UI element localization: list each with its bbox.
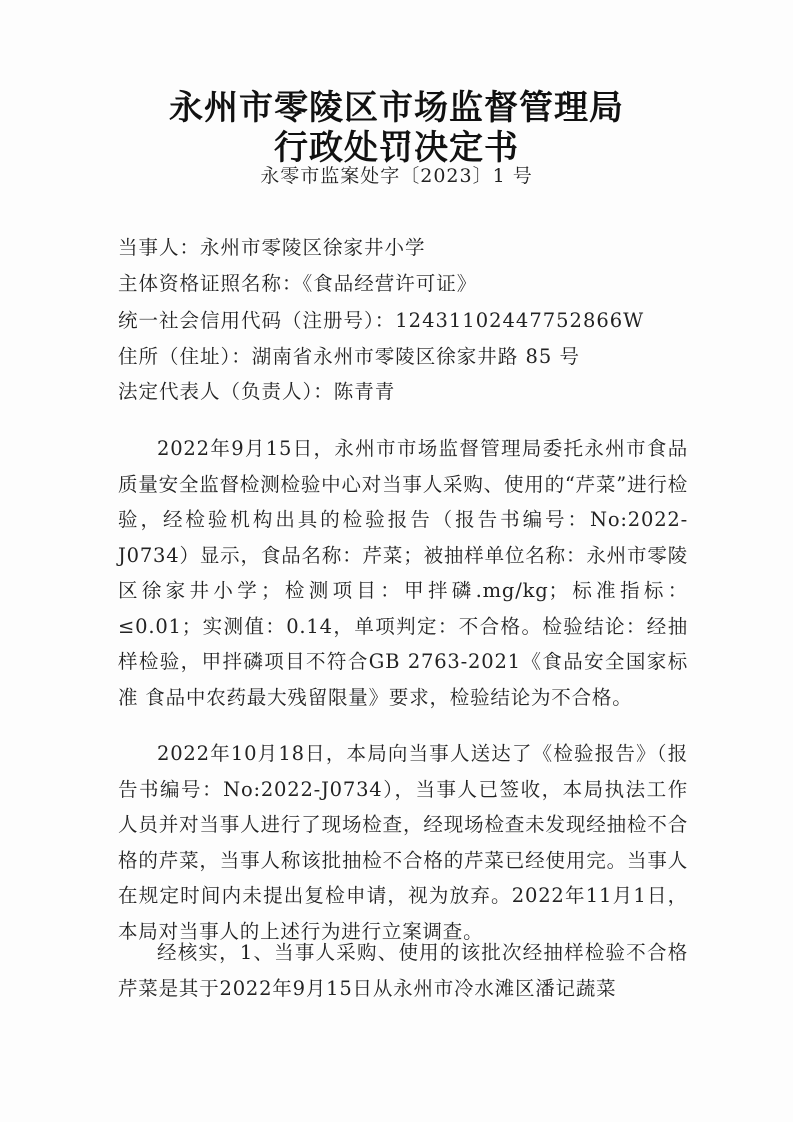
paragraph-inspection <box>118 431 688 715</box>
paragraph-verification <box>118 935 688 1006</box>
party-license-name: 主体资格证照名称：《食品经营许可证》 <box>118 272 478 295</box>
party-legal-representative: 法定代表人（负责人）：陈青青 <box>118 380 396 403</box>
paragraph-investigation-text: 2022年10月18日，本局向当事人送达了《检验报告》（报告书编号：No:2022-J0734），当事人已签收，本局执法工作人员并对当事人进行了现场检查，经现场检查未发现经抽检不合格的芹菜，当事人称该批抽检不合格的芹菜已经使用完。当事人在规定时间内未提出复检申请，视为放弃。2022年11月1日，本局对当事人的上述行为进行立案调查。 <box>118 742 688 943</box>
party-address: 住所（住址）：湖南省永州市零陵区徐家井路 85 号 <box>118 345 580 368</box>
document-title-agency: 永州市零陵区市场监督管理局 <box>169 88 624 128</box>
paragraph-investigation <box>118 736 688 949</box>
party-credit-code: 统一社会信用代码（注册号）：12431102447752866W <box>118 309 645 332</box>
paragraph-inspection-text: 2022年9月15日，永州市市场监督管理局委托永州市食品质量安全监督检测检验中心对当事人采购、使用的“芹菜”进行检验，经检验机构出具的检验报告（报告书编号：No:2022-J0734）显示，食品名称：芹菜；被抽样单位名称：永州市零陵区徐家井小学；检测项目：甲拌磷.mg/kg；标准指标：≤0.01；实测值：0.14，单项判定：不合格。检验结论：经抽样检验，甲拌磷项目不符合GB 2763-2021《食品安全国家标准 食品中农药最大残留限量》要求，检验结论为不合格。 <box>118 437 688 709</box>
party-name: 当事人：永州市零陵区徐家井小学 <box>118 236 426 259</box>
document-number: 永零市监案处字〔2023〕1 号 <box>260 165 533 187</box>
paragraph-verification-text: 经核实，1、当事人采购、使用的该批次经抽样检验不合格芹菜是其于2022年9月15日从永州市冷水滩区潘记蔬菜 <box>118 941 688 1000</box>
document-title-type: 行政处罚决定书 <box>274 128 519 168</box>
